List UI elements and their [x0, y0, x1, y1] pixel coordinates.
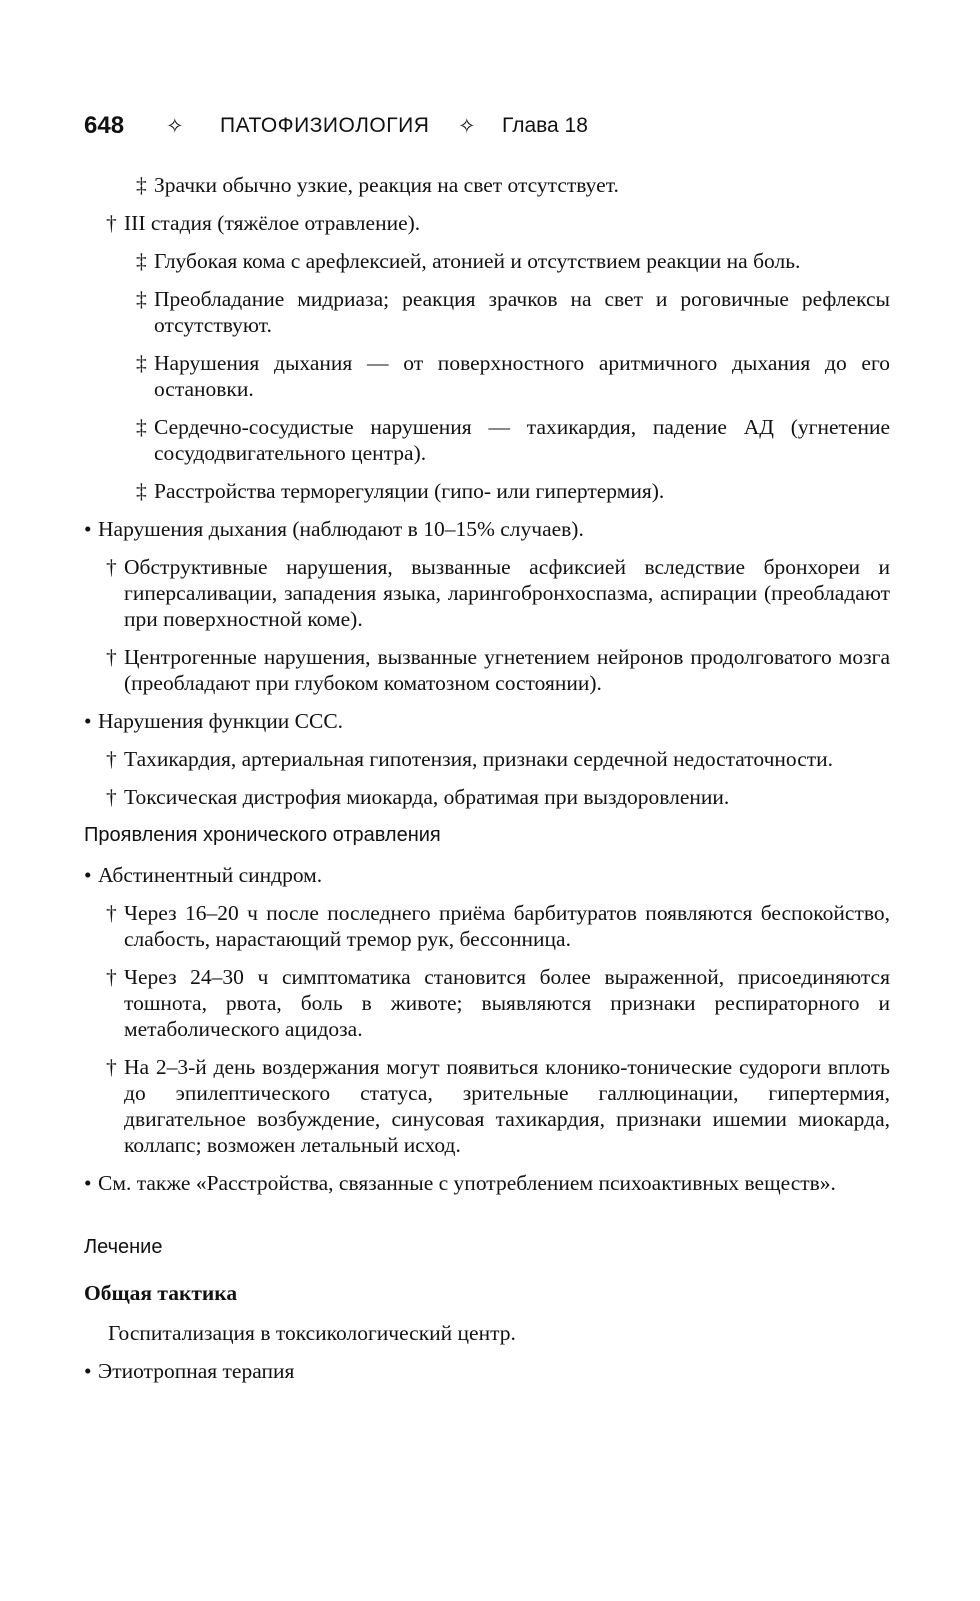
dagger-marker: † [106, 645, 117, 669]
double-dagger-marker: ‡ [136, 479, 147, 503]
page-body [84, 172, 890, 1396]
list-item [84, 286, 890, 338]
list-item [84, 784, 890, 810]
list-item [84, 1170, 890, 1196]
list-item-text: См. также «Расстройства, связанные с употреблением психоактивных веществ». [98, 1171, 836, 1195]
list-item-text: III стадия (тяжёлое отравление). [124, 211, 421, 235]
list-item-text: Зрачки обычно узкие, реакция на свет отсутствует. [154, 173, 619, 197]
dagger-marker: † [106, 555, 117, 579]
double-dagger-marker: ‡ [136, 415, 147, 439]
paragraph: Госпитализация в токсикологический центр. [108, 1321, 516, 1345]
double-dagger-marker: ‡ [136, 249, 147, 273]
list-item [84, 746, 890, 772]
running-title: ПАТОФИЗИОЛОГИЯ [220, 114, 430, 137]
list-item [84, 708, 890, 734]
subsection-heading: Общая тактика [84, 1281, 238, 1305]
list-item-text: Через 24–30 ч симптоматика становится более выраженной, присоединяются тошнота, рвота, боль в животе; выявляются признаки респираторного и метаболического ацидоза. [124, 965, 890, 1041]
list-item [84, 172, 890, 198]
double-dagger-marker: ‡ [136, 173, 147, 197]
list-item-text: Расстройства терморегуляции (гипо- или гипертермия). [154, 479, 665, 503]
dagger-marker: † [106, 1055, 117, 1079]
list-item-text: Через 16–20 ч после последнего приёма барбитуратов появляются беспокойство, слабость, нарастающий тремор рук, бессонница. [124, 901, 890, 951]
list-item-text: Этиотропная терапия [98, 1359, 295, 1383]
list-item [84, 210, 890, 236]
list-item [84, 1054, 890, 1158]
bullet-marker: • [84, 517, 92, 541]
list-item-text: Токсическая дистрофия миокарда, обратимая при выздоровлении. [124, 785, 730, 809]
list-item [84, 964, 890, 1042]
list-item-text: Нарушения дыхания (наблюдают в 10–15% случаев). [98, 517, 584, 541]
list-item-text: Нарушения дыхания — от поверхностного аритмичного дыхания до его остановки. [154, 351, 890, 401]
double-dagger-marker: ‡ [136, 351, 147, 375]
bullet-marker: • [84, 709, 92, 733]
list-item-text: Тахикардия, артериальная гипотензия, признаки сердечной недостаточности. [124, 747, 834, 771]
bullet-marker: • [84, 1171, 92, 1195]
list-item [84, 248, 890, 274]
list-item [84, 644, 890, 696]
list-item-text: Абстинентный синдром. [98, 863, 323, 887]
bullet-marker: • [84, 863, 92, 887]
diamond-separator-icon: ✧ [458, 115, 476, 138]
list-item [84, 900, 890, 952]
section-heading: Лечение [84, 1236, 163, 1258]
list-item-text: Преобладание мидриаза; реакция зрачков на свет и роговичные рефлексы отсутствуют. [154, 287, 890, 337]
list-item [84, 554, 890, 632]
list-item [84, 478, 890, 504]
diamond-separator-icon: ✧ [166, 115, 184, 138]
list-item [84, 516, 890, 542]
dagger-marker: † [106, 211, 117, 235]
list-item-text: На 2–3-й день воздержания могут появиться клонико-тонические судороги вплоть до эпилептического статуса, зрительные галлюцинации, гипертермия, двигательное возбуждение, синусовая тахикардия, признаки ишемии миокарда, коллапс; возможен летальный исход. [124, 1055, 890, 1157]
page-number: 648 [84, 112, 125, 139]
list-item [84, 414, 890, 466]
chapter-label: Глава 18 [502, 114, 588, 137]
dagger-marker: † [106, 785, 117, 809]
list-item [84, 350, 890, 402]
list-item-text: Центрогенные нарушения, вызванные угнетением нейронов продолговатого мозга (преобладают при глубоком коматозном состоянии). [124, 645, 890, 695]
dagger-marker: † [106, 965, 117, 989]
list-item-text: Сердечно-сосудистые нарушения — тахикардия, падение АД (угнетение сосудодвигательного центра). [154, 415, 890, 465]
list-item [84, 1358, 890, 1384]
double-dagger-marker: ‡ [136, 287, 147, 311]
list-item [84, 862, 890, 888]
list-item-text: Нарушения функции ССС. [98, 709, 344, 733]
bullet-marker: • [84, 1359, 92, 1383]
list-item-text: Обструктивные нарушения, вызванные асфиксией вследствие бронхореи и гиперсаливации, западения языка, ларингобронхоспазма, аспирации (преобладают при поверхностной коме). [124, 555, 890, 631]
section-heading: Проявления хронического отравления [84, 824, 441, 846]
dagger-marker: † [106, 901, 117, 925]
dagger-marker: † [106, 747, 117, 771]
running-header [84, 114, 904, 146]
list-item-text: Глубокая кома с арефлексией, атонией и отсутствием реакции на боль. [154, 249, 801, 273]
